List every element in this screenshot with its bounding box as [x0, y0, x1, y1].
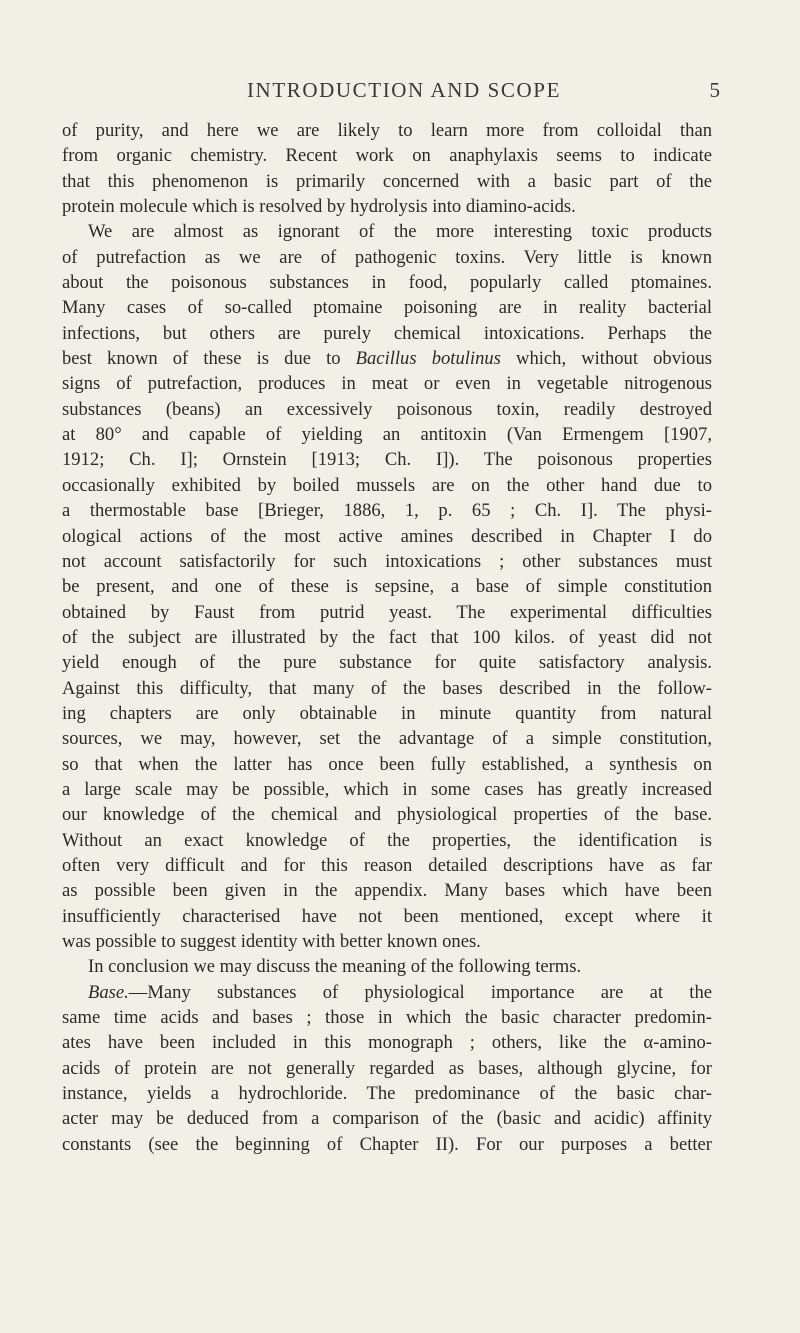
text-line: We are almost as ignorant of the more interesting toxic products — [88, 221, 712, 243]
text-line: signs of putrefaction, produces in meat or even in vegetable nitrogenous — [62, 373, 712, 395]
text-line: so that when the latter has once been fully established, a synthesis on — [62, 753, 712, 775]
text-line — [62, 346, 712, 371]
text-line: ological actions of the most active amines described in Chapter I do — [62, 525, 712, 547]
text-line: instance, yields a hydrochloride. The predominance of the basic char- — [62, 1083, 712, 1105]
text-line: protein molecule which is resolved by hydrolysis into diamino-acids. — [62, 196, 576, 218]
text-line: be present, and one of these is sepsine, a base of simple constitution — [62, 576, 712, 598]
running-header — [88, 78, 720, 108]
text-line: In conclusion we may discuss the meaning of the following terms. — [88, 956, 582, 978]
text-line: Without an exact knowledge of the properties, the identification is — [62, 829, 712, 851]
body-text — [62, 118, 712, 1157]
text-line: yield enough of the pure substance for quite satisfactory analysis. — [62, 652, 712, 674]
text-line: insufficiently characterised have not been mentioned, except where it — [62, 905, 712, 927]
page-number: 5 — [709, 78, 720, 102]
text-line: at 80° and capable of yielding an antitoxin (Van Ermengem [1907, — [62, 424, 712, 446]
text-line: ing chapters are only obtainable in minute quantity from natural — [62, 702, 712, 724]
text-line: was possible to suggest identity with better known ones. — [62, 931, 481, 952]
text-line: constants (see the beginning of Chapter II). For our purposes a better — [62, 1133, 712, 1155]
text-line: obtained by Faust from putrid yeast. The experimental difficulties — [62, 601, 712, 623]
text-line: not account satisfactorily for such intoxications ; other substances must — [62, 550, 712, 572]
text-line: ates have been included in this monograph ; others, like the α-amino- — [62, 1032, 712, 1054]
text-span: —Many substances of physiological importance are at the — [128, 981, 712, 1003]
text-line: from organic chemistry. Recent work on anaphylaxis seems to indicate — [62, 145, 712, 167]
italic-term: Bacillus botulinus — [355, 348, 501, 370]
chapter-title: INTRODUCTION AND SCOPE — [246, 78, 562, 102]
text-line — [62, 980, 712, 1005]
text-span: which, without obvious — [500, 348, 713, 370]
text-line: often very difficult and for this reason detailed descriptions have as far — [62, 854, 712, 876]
text-line: Many cases of so-called ptomaine poisoning are in reality bacterial — [62, 297, 712, 319]
text-line: a thermostable base [Brieger, 1886, 1, p. 65 ; Ch. I]. The physi- — [62, 500, 712, 522]
text-line: substances (beans) an excessively poisonous toxin, readily destroyed — [62, 398, 712, 420]
text-line: infections, but others are purely chemical intoxications. Perhaps the — [62, 322, 712, 344]
text-line: about the poisonous substances in food, popularly called ptomaines. — [62, 272, 712, 294]
text-line: acids of protein are not generally regarded as bases, although glycine, for — [62, 1057, 712, 1079]
text-line: sources, we may, however, set the advantage of a simple constitution, — [62, 728, 712, 750]
text-line: our knowledge of the chemical and physiological properties of the base. — [62, 804, 712, 826]
text-line: occasionally exhibited by boiled mussels are on the other hand due to — [62, 474, 712, 496]
text-line: of the subject are illustrated by the fact that 100 kilos. of yeast did not — [62, 626, 712, 648]
text-line: as possible been given in the appendix. Many bases which have been — [62, 880, 712, 902]
text-line: that this phenomenon is primarily concerned with a basic part of the — [62, 170, 712, 192]
text-line: a large scale may be possible, which in some cases has greatly increased — [62, 778, 712, 800]
text-line: of putrefaction as we are of pathogenic toxins. Very little is known — [62, 246, 712, 268]
text-span: best known of these is due to — [62, 348, 356, 370]
text-line: same time acids and bases ; those in which the basic character predomin- — [62, 1007, 712, 1029]
italic-term: Base. — [88, 981, 129, 1003]
text-line: 1912; Ch. I]; Ornstein [1913; Ch. I]). The poisonous properties — [62, 449, 712, 471]
text-line: Against this difficulty, that many of the bases described in the follow- — [62, 677, 712, 699]
text-line: acter may be deduced from a comparison of the (basic and acidic) affinity — [62, 1108, 712, 1130]
text-line: of purity, and here we are likely to learn more from colloidal than — [62, 120, 712, 141]
